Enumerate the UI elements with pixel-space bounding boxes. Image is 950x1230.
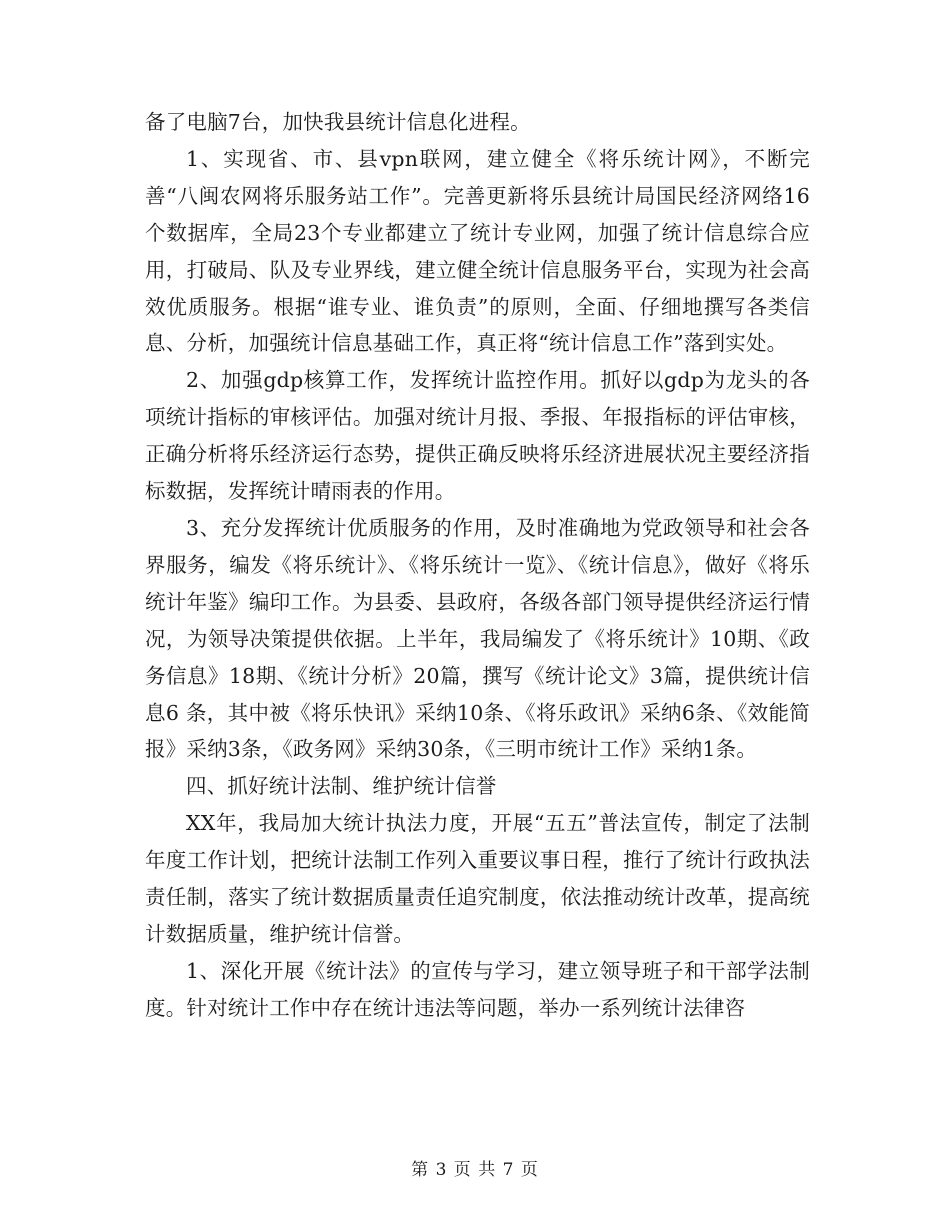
document-body	[145, 104, 810, 1027]
paragraph-item-1-statistics-law: 1、深化开展《统计法》的宣传与学习，建立领导班子和干部学法制度。针对统计工作中存在统计违法等问题，举办一系列统计法律咨	[145, 958, 810, 1020]
paragraph-item-2-gdp: 2、加强gdp核算工作，发挥统计监控作用。抓好以gdp为龙头的各项统计指标的审核评估。加强对统计月报、季报、年报指标的评估审核，正确分析将乐经济运行态势，提供正确反映将乐经济进展状况主要经济指标数据，发挥统计晴雨表的作用。	[145, 368, 810, 504]
page-number-label: 第 3 页 共 7 页	[411, 1160, 539, 1180]
paragraph-item-3-service: 3、充分发挥统计优质服务的作用，及时准确地为党政领导和社会各界服务，编发《将乐统计》、《将乐统计一览》、《统计信息》，做好《将乐统计年鉴》编印工作。为县委、县政府，各级各部门领导提供经济运行情况，为领导决策提供依据。上半年，我局编发了《将乐统计》10期、《政务信息》18期、《统计分析》20篇，撰写《统计论文》3篇，提供统计信息6 条，其中被《将乐快讯》采纳10条、《将乐政讯》采纳6条、《效能简报》采纳3条，《政务网》采纳30条，《三明市统计工作》采纳1条。	[145, 515, 810, 762]
paragraph-law-enforcement: XX年，我局加大统计执法力度，开展“五五”普法宣传，制定了法制年度工作计划，把统计法制工作列入重要议事日程，推行了统计行政执法责任制，落实了统计数据质量责任追究制度，依法推动统计改革，提高统计数据质量，维护统计信誉。	[145, 811, 810, 946]
page-number-footer	[0, 1155, 950, 1180]
paragraph-item-1-vpn: 1、实现省、市、县vpn联网，建立健全《将乐统计网》，不断完善“八闽农网将乐服务站工作”。完善更新将乐县统计局国民经济网络16个数据库，全局23个专业都建立了统计专业网，加强了统计信息综合应用，打破局、队及专业界线，建立健全统计信息服务平台，实现为社会高效优质服务。根据“谁专业、谁负责”的原则，全面、仔细地撰写各类信息、分析，加强统计信息基础工作，真正将“统计信息工作”落到实处。	[145, 146, 810, 356]
paragraph-continuation: 备了电脑7台，加快我县统计信息化进程。	[145, 110, 531, 134]
section-heading-four: 四、抓好统计法制、维护统计信誉	[186, 774, 497, 799]
